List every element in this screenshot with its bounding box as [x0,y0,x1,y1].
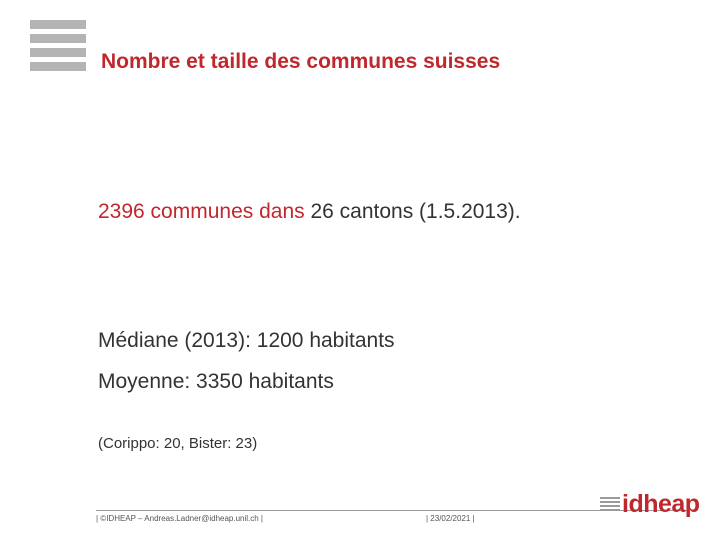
logo-bar [30,20,86,29]
idheap-logo-lines-icon [600,495,620,513]
median-stat: Médiane (2013): 1200 habitants [98,329,395,352]
logo-bar [30,62,86,71]
communes-count-line [98,200,521,224]
smallest-communes-note: (Corippo: 20, Bister: 23) [98,435,258,452]
slide-title: Nombre et taille des communes suisses [101,50,501,73]
slide-logo-bars [30,20,86,76]
footer-copyright: | ©IDHEAP – Andreas.Ladner@idheap.unil.ch | [96,514,264,523]
idheap-logo [600,492,700,516]
mean-stat: Moyenne: 3350 habitants [98,370,334,393]
communes-count-text: 2396 communes dans [98,200,305,223]
logo-bar [30,48,86,57]
logo-bar [30,34,86,43]
idheap-logo-text: idheap [622,490,700,518]
footer-date: | 23/02/2021 | [426,514,475,523]
cantons-count-text: 26 cantons (1.5.2013). [304,200,521,223]
